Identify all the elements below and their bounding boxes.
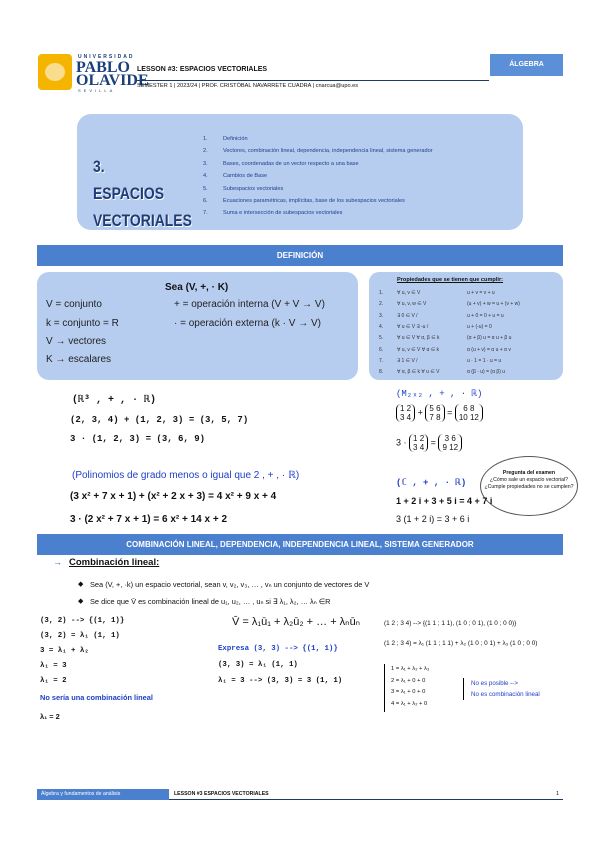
chapter-title [93, 153, 192, 234]
system-result-2: No es combinación lineal [471, 691, 540, 698]
property-n: 6. [379, 346, 384, 353]
combination-heading: Combinación lineal: [69, 557, 160, 568]
property-n: 1. [379, 290, 384, 296]
table-of-contents [203, 133, 433, 220]
property-r: u · 1 = 1 · u = u [467, 357, 502, 364]
semester-info: SEMESTER 1 | 2023/24 | PROF. CRISTÓBAL NAVARRETE CUADRA | cnarcua@upo.es [137, 83, 359, 89]
property-r: u + v = v + u [467, 290, 495, 296]
matrix-d: 1 2 3 4 [409, 434, 428, 452]
definition-vectors: V → vectores [46, 336, 107, 347]
matrix-head: (M₂ₓ₂ , + , · ℝ) [396, 389, 483, 399]
footer-course: Álgebra y fundamentos de análisis [37, 789, 169, 800]
toc-label: Cambios de Base [223, 173, 268, 180]
toc-label: Vectores, combinación lineal, dependencia, independencia lineal, sistema generador [223, 148, 433, 155]
toc-item [203, 158, 433, 170]
property-r: α (β · u) = (α β) u [467, 369, 506, 376]
property-n: 5. [379, 335, 384, 342]
system-result [463, 678, 540, 700]
system-equation: 4 = λ₁ + λ₂ + 0 [391, 700, 428, 707]
property-l: ∀ u, v ∈ V [397, 290, 421, 296]
r3-head: (ℝ³ , + , · ℝ) [72, 395, 157, 406]
last-lambda: λ₁ = 2 [40, 712, 60, 721]
no-combination-text: No sería una combinación lineal [40, 693, 153, 702]
system-equation: 2 = λ₁ + 0 + 0 [391, 677, 426, 684]
toc-number: 3. [203, 160, 208, 167]
combination-bullet-1: ◆ Sea (V, +, ·k) un espacio vectorial, sean v, v₂, v₃, … , vₙ un conjunto de vectores de V [90, 580, 369, 589]
exam-question-bubble [480, 456, 578, 516]
footer-lesson: LESSON #3 ESPACIOS VECTORIALES [174, 791, 269, 797]
section-bar-combinacion: COMBINACIÓN LINEAL, DEPENDENCIA, INDEPENDENCIA LINEAL, SISTEMA GENERADOR [37, 534, 563, 555]
matrix-set-line: (1 2 ; 3 4) --> {(1 1 ; 1 1), (1 0 ; 0 1), (1 0 ; 0 0)} [384, 620, 517, 627]
complex-head: (ℂ , + , · ℝ) [396, 478, 467, 488]
property-n: 2. [379, 301, 384, 308]
property-l: ∃ 0 ∈ V / [397, 312, 418, 319]
combination-formula: V̄ = λ₁ū₁ + λ₂ū₂ + … + λₙūₙ [232, 616, 361, 628]
property-r: (α + β) u = α u + β u [467, 335, 512, 342]
property-n: 4. [379, 323, 384, 330]
toc-number: 5. [203, 185, 208, 192]
definition-k: k = conjunto = R [46, 318, 119, 329]
property-l: ∀ α, β ∈ k ∀ u ∈ V [397, 369, 440, 376]
equation-system [384, 664, 462, 712]
combination-bullet-2: ◆ Se dice que V̄ es combinación lineal de u₁, u₂, … , uₙ si ∃ λ₁, λ₂, … λₙ ∈R [90, 597, 331, 606]
sun-logo-icon [38, 54, 72, 90]
mid-line-2: (3, 3) = λ₁ (1, 1) [218, 661, 298, 669]
university-logo [38, 50, 149, 94]
toc-number: 4. [203, 173, 208, 180]
definition-scalars: K → escalares [46, 354, 112, 365]
toc-item [203, 170, 433, 182]
toc-item [203, 145, 433, 157]
bubble-line2: ¿Cumple propiedades no se cumplen? [484, 484, 574, 490]
definition-external-op: · = operación externa (k · V → V) [174, 318, 322, 329]
complex-sum: 1 + 2 i + 3 + 5 i = 4 + 7 i [396, 496, 493, 506]
definition-v: V = conjunto [46, 299, 102, 310]
matrix-e: 3 6 9 12 [438, 434, 462, 452]
poly-head: (Polinomios de grado menos o igual que 2 , + , · ℝ) [72, 470, 300, 481]
property-r: α (u + v) = α u + α v [467, 346, 511, 353]
poly-product: 3 · (2 x² + 7 x + 1) = 6 x² + 14 x + 2 [70, 514, 228, 525]
bubble-title: Pregunta del examen [502, 470, 556, 476]
toc-number: 6. [203, 197, 208, 204]
mid-line-3: λ₁ = 3 --> (3, 3) = 3 (1, 1) [218, 677, 343, 685]
express-line: Expresa (3, 3) --> {(1, 1)} [218, 645, 338, 653]
equals-sign-2: = [430, 437, 436, 448]
toc-item [203, 195, 433, 207]
toc-label: Suma e intersección de subespacios vectoriales [223, 210, 343, 217]
toc-number: 1. [203, 136, 208, 142]
subject-badge: ÁLGEBRA [490, 54, 563, 76]
toc-item [203, 183, 433, 195]
footer-divider [169, 799, 563, 800]
example-line: (3, 2) = λ₁ (1, 1) [40, 632, 120, 640]
system-result-1: No es posible --> [471, 680, 518, 687]
header-divider [136, 80, 489, 81]
lesson-title [137, 66, 267, 73]
property-r: u + 0 = 0 + u = u [467, 312, 504, 319]
toc-label: Definición [223, 136, 248, 142]
bubble-line1: ¿Cómo sale un espacio vectorial? [489, 477, 569, 483]
r3-product: 3 · (1, 2, 3) = (3, 6, 9) [70, 434, 206, 444]
arrow-icon: → [53, 557, 62, 567]
toc-number: 7. [203, 210, 208, 217]
toc-label: Ecuaciones paramétricas, implícitas, base de los subespacios vectoriales [223, 197, 405, 204]
toc-label: Subespacios vectoriales [223, 185, 284, 192]
example-line: (3, 2) --> {(1, 1)} [40, 617, 125, 625]
example-line: λ₁ = 3 [40, 662, 67, 670]
chapter-title-line2: VECTORIALES [93, 211, 192, 230]
property-l: ∀ u ∈ V ∀ α, β ∈ k [397, 335, 440, 342]
toc-item [203, 207, 433, 219]
lesson-name: ESPACIOS VECTORIALES [179, 66, 268, 73]
logo-line2: OLAVIDE [76, 72, 149, 89]
r3-sum: (2, 3, 4) + (1, 2, 3) = (3, 5, 7) [70, 415, 249, 425]
property-r: (u + v) + w = u + (v + w) [467, 301, 520, 308]
property-n: 3. [379, 312, 384, 319]
plus-sign: + [417, 407, 423, 418]
page-number: 1 [556, 791, 560, 797]
property-n: 7. [379, 357, 384, 364]
logo-line1: PABLO [76, 59, 130, 76]
matrix-a: 1 2 3 4 [396, 404, 415, 422]
logo-top-text: UNIVERSIDAD [78, 54, 135, 60]
logo-bottom-text: SEVILLA [78, 88, 116, 93]
matrix-combination-line: (1 2 ; 3 4) = λ₁ (1 1 ; 1 1) + λ₂ (1 0 ; 0 1) + λ₃ (1 0 ; 0 0) [384, 640, 538, 647]
property-n: 8. [379, 369, 384, 376]
toc-label: Bases, coordenadas de un vector respecto a una base [223, 160, 359, 167]
property-l: ∀ u, v ∈ V ∀ α ∈ k [397, 346, 440, 353]
properties-head: Propiedades que se tienen que cumplir: [397, 277, 503, 283]
example-line: 3 = λ₁ + λ₂ [40, 647, 89, 655]
matrix-product [396, 434, 462, 452]
definition-head: Sea (V, +, · K) [165, 282, 229, 293]
system-equation: 1 = λ₁ + λ₂ + λ₃ [391, 666, 430, 672]
chapter-title-line1: 3. ESPACIOS [93, 157, 165, 203]
complex-product: 3 (1 + 2 i) = 3 + 6 i [396, 514, 470, 524]
toc-number: 2. [203, 148, 208, 155]
matrix-b: 5 6 7 8 [425, 404, 444, 422]
example-line: λ₁ = 2 [40, 677, 67, 685]
poly-sum: (3 x² + 7 x + 1) + (x² + 2 x + 3) = 4 x² + 9 x + 4 [70, 491, 277, 502]
definition-internal-op: + = operación interna (V + V → V) [174, 299, 325, 310]
matrix-c: 6 8 10 12 [455, 404, 483, 422]
property-l: ∀ u ∈ V ∃ -u / [397, 323, 429, 330]
property-r: u + (-u) = 0 [467, 323, 492, 330]
property-l: ∃ 1 ∈ V / [397, 357, 418, 364]
lesson-prefix: LESSON #3: [137, 66, 178, 73]
matrix-sum [396, 404, 483, 422]
scalar-three: 3 · [396, 437, 407, 448]
section-bar-definicion: DEFINICIÓN [37, 245, 563, 266]
equals-sign: = [447, 407, 453, 418]
system-equation: 3 = λ₁ + 0 + 0 [391, 689, 426, 695]
toc-item [203, 133, 433, 145]
property-l: ∀ u, v, w ∈ V [397, 301, 427, 308]
